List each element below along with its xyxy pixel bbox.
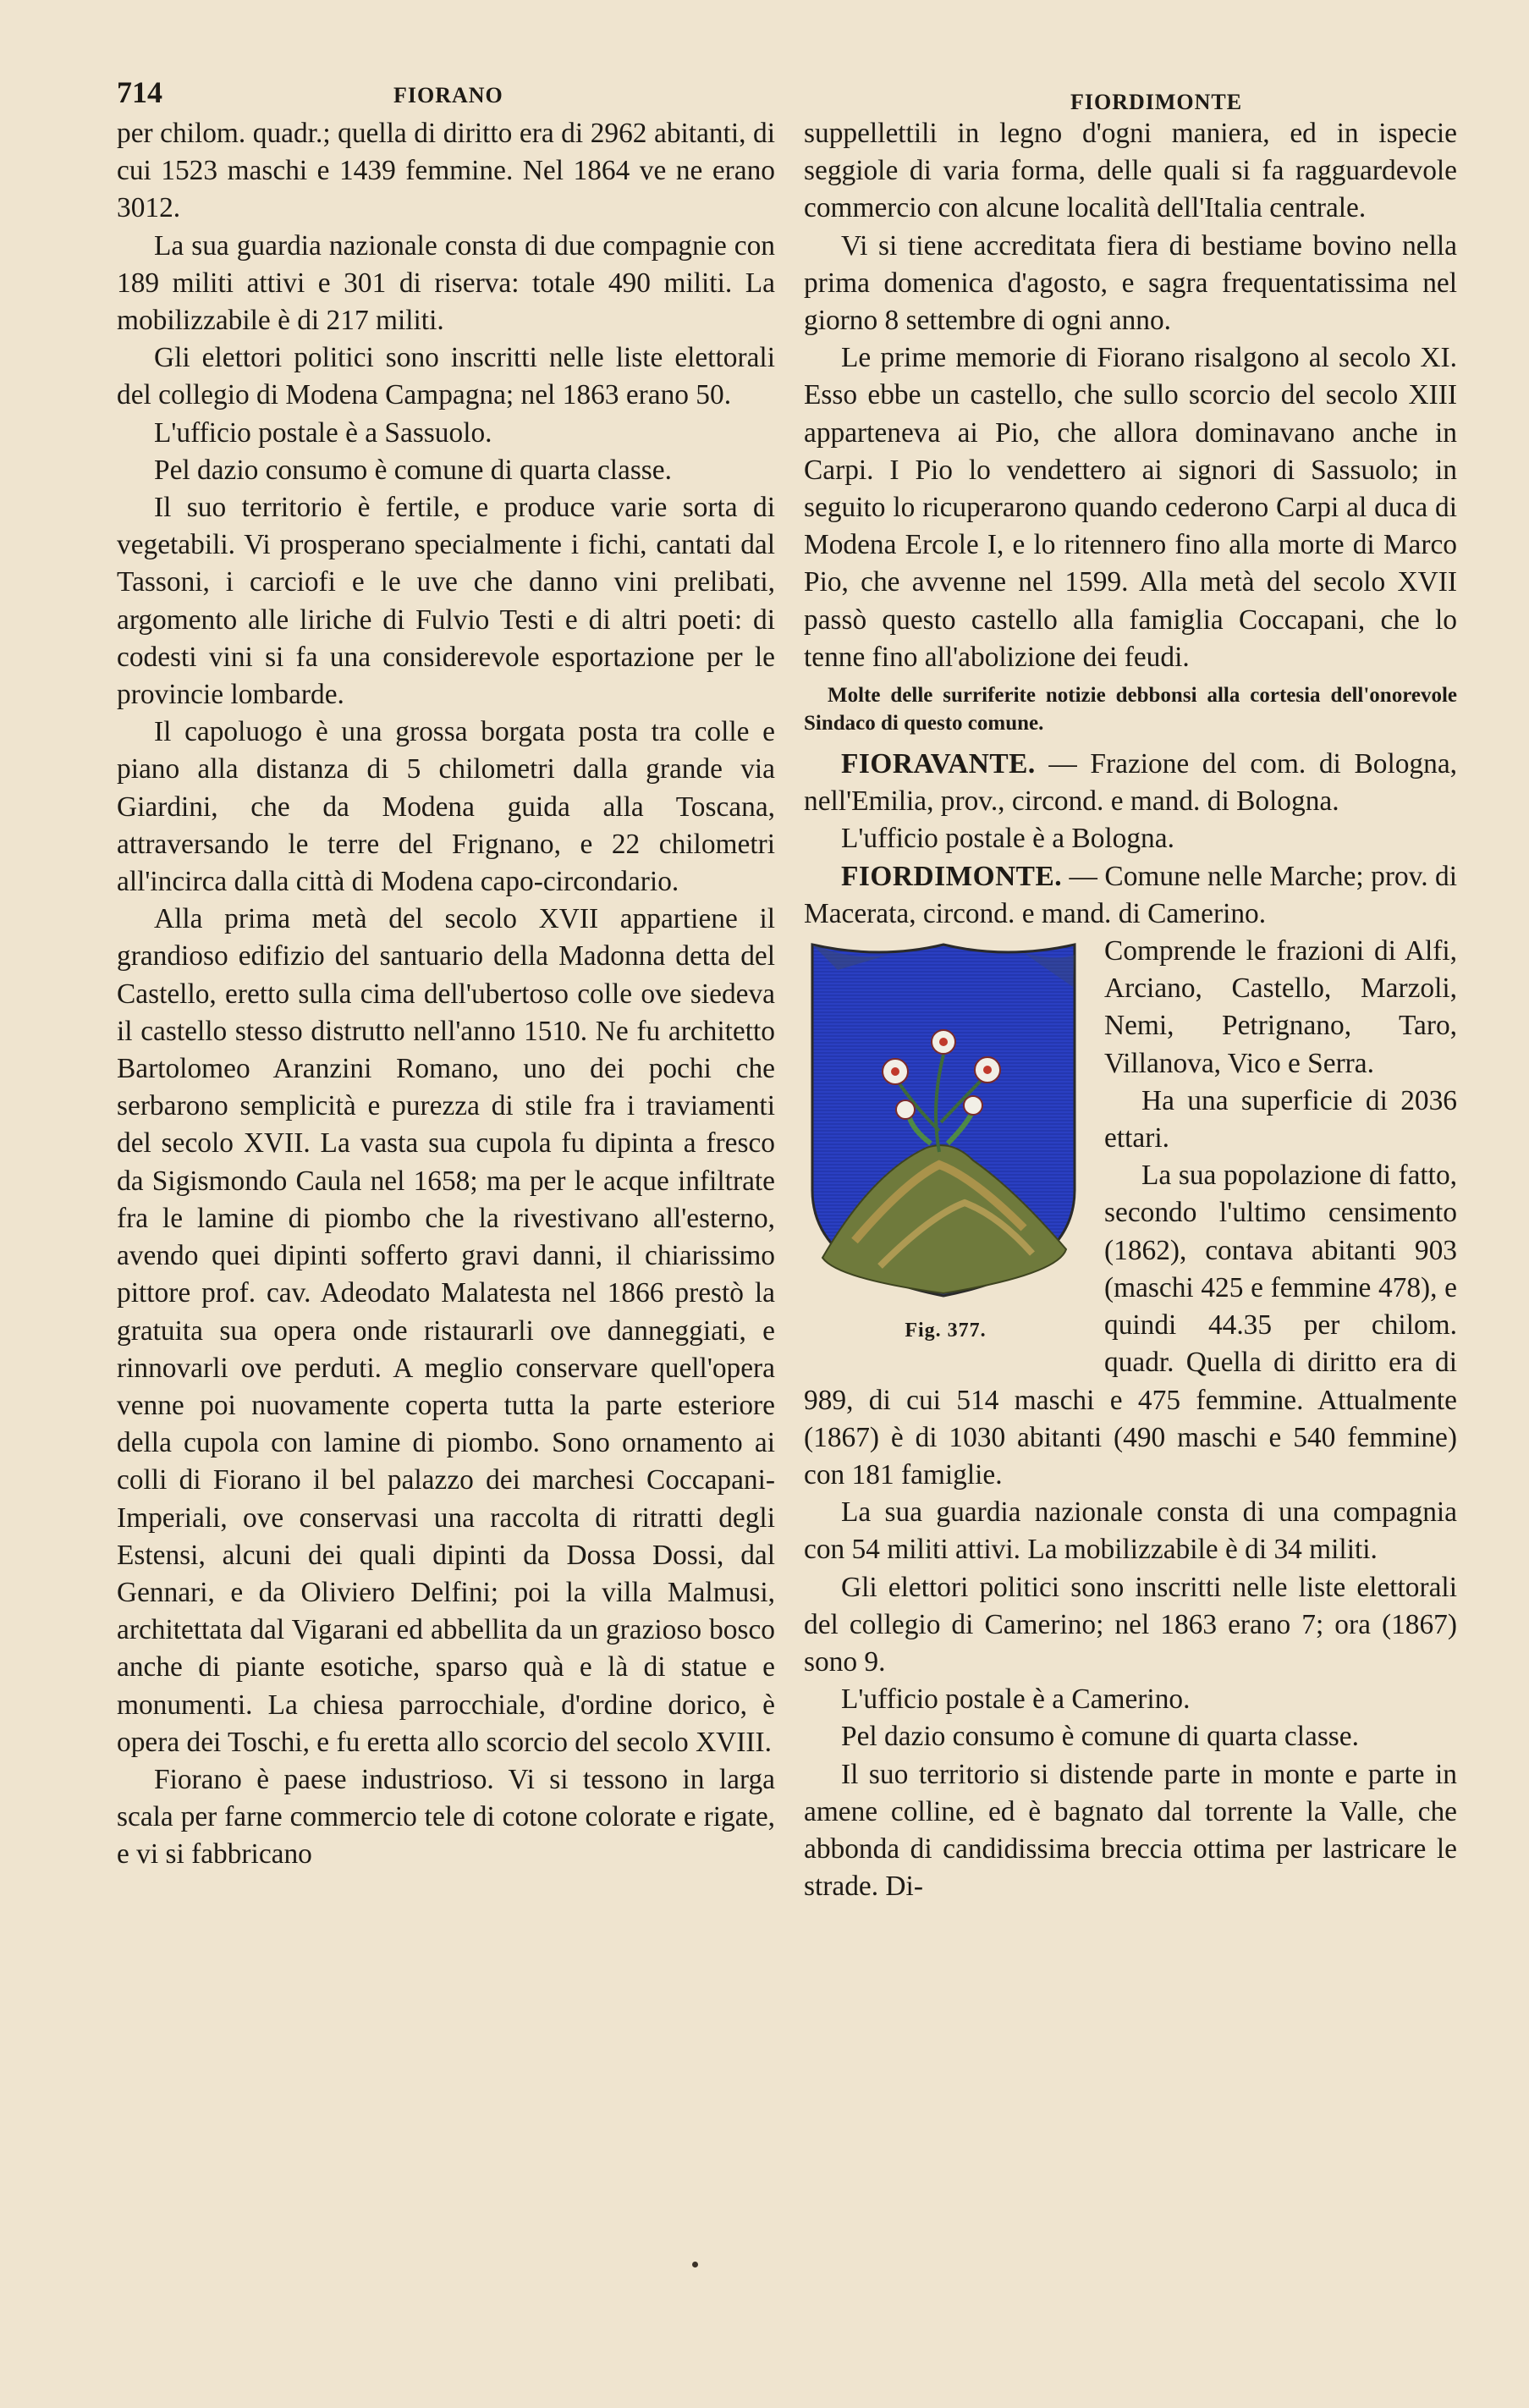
running-head-left: FIORANO <box>393 83 503 107</box>
entry-title: FIORDIMONTE. <box>841 860 1063 892</box>
paragraph: Gli elettori politici sono inscritti nelle liste elettorali del collegio di Camerino; nel 1863 erano 7; ora (1867) sono 9. <box>804 1571 1457 1678</box>
right-column <box>804 115 1457 1905</box>
paragraph: Alla prima metà del secolo XVII appartiene il grandioso edifizio del santuario della Madonna detta del Castello, eretto sulla cima dell'ubertoso colle ove siedeva il castello stesso distrutto nell'anno 1510. Ne fu architetto Bartolomeo Aranzini Romano, uno dei pochi che serbarono semplicità e purezza di stile fra i traviamenti del secolo XVII. La vasta sua cupola fu dipinta a fresco da Sigismondo Caula nel 1658; ma per le acque infiltrate fra le lamine di piombo che la rivestivano all'esterno, avendo quei dipinti sofferto gravi danni, il chiarissimo pittore prof. cav. Adeodato Malatesta nel 1866 prestò la gratuita sua opera onde ristaurarli ove danneggiati, e rinnovarli ove perduti. A meglio conservare quell'opera venne poi nuovamente coperta tutta la parte esteriore della cupola con lamine di piombo. Sono ornamento ai colli di Fiorano il bel palazzo dei marchesi Coccapani-Imperiali, ove conservasi una raccolta di ritratti degli Estensi, alcuni dei quali dipinti da Dossa Dossi, dal Gennari, e da Oliviero Delfini; poi la villa Malmusi, architettata dal Vigarani ed abbellita da un grazioso bosco anche di piante esotiche, sparso quà e là di statue e monumenti. La chiesa parrocchiale, d'ordine dorico, è opera dei Toschi, e fu eretta allo scorcio del secolo XVIII. <box>117 903 775 1758</box>
paragraph: L'ufficio postale è a Camerino. <box>841 1683 1191 1716</box>
coat-of-arms-icon <box>804 936 1083 1300</box>
paragraph: Il suo territorio è fertile, e produce varie sorta di vegetabili. Vi prosperano specialmente i fichi, cantati dal Tassoni, i carciofi e le uve che danno vini prelibati, argomento alle liriche di Fulvio Testi e di altri poeti: di codesti vini si fa una considerevole esportazione per le provincie lombarde. <box>117 492 775 711</box>
paragraph: L'ufficio postale è a Bologna. <box>841 823 1174 855</box>
paragraph: Il capoluogo è una grossa borgata posta tra colle e piano alla distanza di 5 chilometri dalla grande via Giardini, che da Modena guida alla Toscana, attraversando le terre del Frignano, e 22 chilometri all'incirca dalla città di Modena capo-circondario. <box>117 716 775 898</box>
paragraph: suppellettili in legno d'ogni maniera, ed in ispecie seggiole di varia forma, delle quali si fa ragguardevole commercio con alcune località dell'Italia centrale. <box>804 118 1457 224</box>
entry-title: FIORAVANTE. <box>841 748 1036 780</box>
figure <box>804 936 1087 1349</box>
paragraph: Fiorano è paese industrioso. Vi si tessono in larga scala per farne commercio tele di cotone colorate e rigate, e vi si fabbricano <box>117 1763 775 1871</box>
paragraph: Pel dazio consumo è comune di quarta classe. <box>841 1721 1359 1753</box>
paragraph: Le prime memorie di Fiorano risalgono al secolo XI. Esso ebbe un castello, che sullo scorcio del secolo XIII apparteneva ai Pio, che allora dominavano anche in Carpi. I Pio lo vendettero ai signori di Sassuolo; in seguito lo ricuperarono quando cederono Carpi al duca di Modena Ercole I, e lo ritennero fino alla morte di Marco Pio, che avvenne nel 1599. Alla metà del secolo XVII passò questo castello alla famiglia Coccapani, che lo tenne fino all'abolizione dei feudi. <box>804 342 1457 673</box>
entry-fiordimonte <box>804 858 1457 933</box>
paragraph: Il suo territorio si distende parte in monte e parte in amene colline, ed è bagnato dal torrente la Valle, che abbonda di candidissima breccia ottima per lastricare le strade. Di- <box>804 1758 1457 1903</box>
paragraph: La sua popolazione di fatto, secondo l'ultimo censimento (1862), contava abitanti 903 (maschi 425 e femmine 478), e quindi 44.35 per chilom. quadr. Quella di diritto era di 989, di cui 514 maschi e 475 femmine. Attualmente (1867) è di 1030 abitanti (490 maschi e 540 femmine) con 181 famiglie. <box>804 1160 1457 1491</box>
paragraph: Pel dazio consumo è comune di quarta classe. <box>154 454 672 486</box>
ink-mark <box>692 2262 698 2267</box>
entry-text: — Frazione del com. di Bologna, nell'Emilia, prov., circond. e mand. di Bologna. <box>804 748 1457 818</box>
entry-fioravante <box>804 746 1457 820</box>
paragraph: Ha una superficie di 2036 ettari. <box>1104 1084 1457 1154</box>
footnote: Molte delle surriferite notizie debbonsi alla cortesia dell'onorevole Sindaco di questo comune. <box>804 684 1457 736</box>
paragraph: L'ufficio postale è a Sassuolo. <box>154 416 492 449</box>
paragraph: Comprende le frazioni di Alfi, Arciano, Castello, Marzoli, Nemi, Petrignano, Taro, Villanova, Vico e Serra. <box>1104 935 1457 1079</box>
running-head-right: FIORDIMONTE <box>1070 90 1243 114</box>
paragraph: Gli elettori politici sono inscritti nelle liste elettorali del collegio di Modena Campagna; nel 1863 erano 50. <box>117 342 775 411</box>
page-number: 714 <box>117 75 162 109</box>
left-column <box>117 115 775 1874</box>
paragraph: per chilom. quadr.; quella di diritto era di 2962 abitanti, di cui 1523 maschi e 1439 femmine. Nel 1864 ve ne erano 3012. <box>117 118 775 224</box>
paragraph: La sua guardia nazionale consta di una compagnia con 54 militi attivi. La mobilizzabile è di 34 militi. <box>804 1496 1457 1566</box>
figure-caption: Fig. 377. <box>905 1320 987 1342</box>
paragraph: La sua guardia nazionale consta di due compagnie con 189 militi attivi e 301 di riserva: totale 490 militi. La mobilizzabile è di 217 militi. <box>117 229 775 337</box>
entry-text: — Comune nelle Marche; prov. di Macerata, circond. e mand. di Camerino. <box>804 860 1457 929</box>
paragraph: Vi si tiene accreditata fiera di bestiame bovino nella prima domenica d'agosto, e sagra frequentatissima nel giorno 8 settembre di ogni anno. <box>804 229 1457 337</box>
